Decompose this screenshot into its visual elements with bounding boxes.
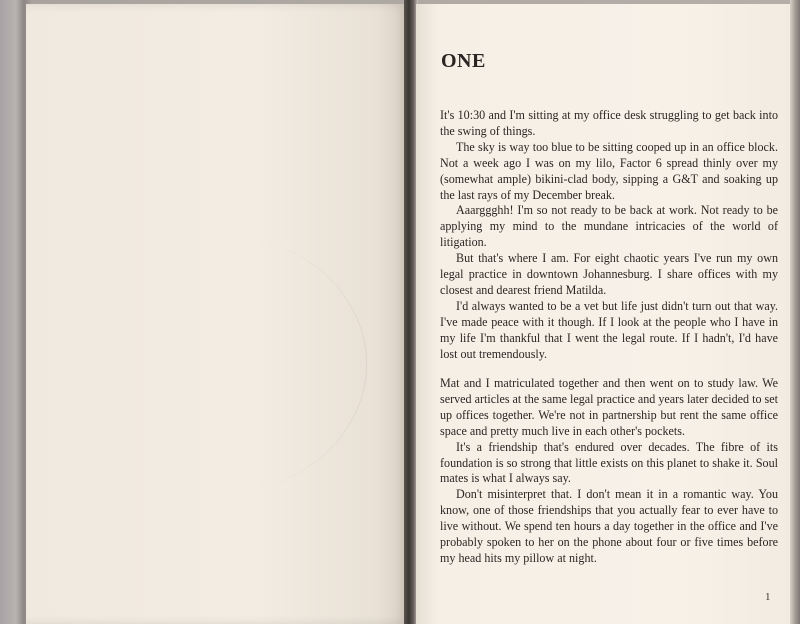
paragraph: Mat and I matriculated together and then went on to study law. We served articles at the same legal practice and years later decided to set up offices together. We're not in partnership but rent the same office space and pretty much live in each other's pockets. xyxy=(440,376,778,438)
paragraph: Don't misinterpret that. I don't mean it in a romantic way. You know, one of those friendships that you actually fear to ever have to live without. We spend ten hours a day together in the office and I've probably spoken to her on the phone about four or five times before my head hits my pillow at night. xyxy=(440,487,778,565)
text-block-1 xyxy=(440,108,778,363)
bleed-through-shadow xyxy=(66,234,367,494)
left-page-blank xyxy=(26,4,408,624)
paragraph: I'd always wanted to be a vet but life just didn't turn out that way. I've made peace with it though. If I look at the people who I have in my life I'm thankful that I went the legal route. If I hadn't, I'd have lost out tremendously. xyxy=(440,298,778,361)
paragraph: It's a friendship that's endured over decades. The fibre of its foundation is so strong that little exists on this planet to shake it. Soul mates is what I always say. xyxy=(440,439,778,486)
page-edge xyxy=(790,0,800,624)
paragraph: But that's where I am. For eight chaotic years I've run my own legal practice in downtown Johannesburg. I share offices with my closest and dearest friend Matilda. xyxy=(440,251,778,297)
text-block-2 xyxy=(440,376,778,567)
paragraph: Aaarggghh! I'm so not ready to be back at work. Not ready to be applying my mind to the mundane intricacies of the world of litigation. xyxy=(440,203,778,250)
paragraph: The sky is way too blue to be sitting cooped up in an office block. Not a week ago I was on my lilo, Factor 6 spread thinly over my (somewhat ample) bikini-clad body, sipping a G&T and soaking up the last rays of my December break. xyxy=(440,139,778,202)
paragraph: It's 10:30 and I'm sitting at my office desk struggling to get back into the swing of things. xyxy=(440,108,778,138)
page-number: 1 xyxy=(765,591,771,603)
chapter-title: ONE xyxy=(441,50,486,72)
